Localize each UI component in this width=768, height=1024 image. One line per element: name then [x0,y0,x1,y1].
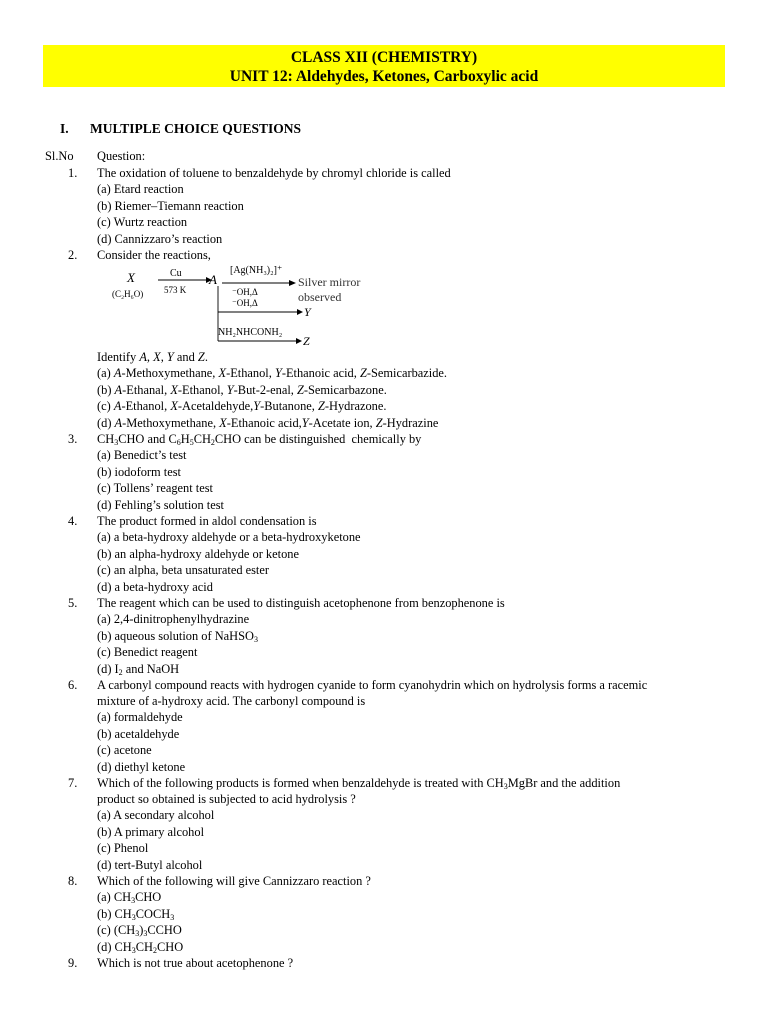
diagram-semicarbazide: NH₂NHCONH₂ [218,327,283,338]
arrow-head [289,280,296,286]
diagram-temp: 573 K [164,285,187,295]
diagram-result: Silver mirror [298,275,361,289]
arrow-head [297,309,303,315]
diagram-oh-2: ⁻OH,Δ [232,298,258,308]
question-number: 6. [68,678,78,692]
class-title: CLASS XII (CHEMISTRY) [290,49,478,66]
question-header: Question: [97,149,146,163]
section-heading [60,121,301,137]
question-number: 2. [68,248,78,262]
question-text: Which is not true about acetophenone ? [97,956,294,970]
diagram-cu: Cu [170,268,182,279]
diagram-x: X [127,270,135,285]
question-text: Which of the following will give Cannizzaro reaction ? [97,874,371,888]
question-text: $CH_3CHO$ and $C_6H_5CH_2CHO$ can be distinguished chemically by [97,432,422,447]
title-banner [43,45,725,87]
unit-title: UNIT 12: Aldehydes, Ketones, Carboxylic acid [229,68,539,85]
section-title: MULTIPLE CHOICE QUESTIONS [90,121,302,136]
diagram-result-2: observed [298,290,342,304]
question-text: A carbonyl compound reacts with hydrogen cyanide to form cyanohydrin which on hydrolysis forms a racemic [97,678,648,692]
question-text: The product formed in aldol condensation is [97,514,317,528]
identify-label: Identify [97,350,137,364]
question-number: 9. [68,956,78,970]
question-number: 7. [68,776,78,790]
reaction-scheme-diagram [100,263,400,353]
question-number: 3. [68,432,78,446]
diagram-z: Z [303,334,310,348]
sno-header: Sl.No [45,149,74,163]
question-text: Consider the reactions, [97,248,211,262]
question-number: 8. [68,874,78,888]
diagram-oh-1: ⁻OH,Δ [232,287,258,297]
question-number: 5. [68,596,78,610]
question-number: 1. [68,166,78,180]
question-text: Which of the following products is formed when benzaldehyde is treated with $CH_3MgBr$ and the addition [97,776,621,791]
diagram-a: A [209,272,217,287]
question-text: The oxidation of toluene to benzaldehyde by chromyl chloride is called [97,166,451,180]
diagram-x-formula: (C₂H₆O) [112,289,144,299]
question-number: 4. [68,514,78,528]
arrow-head [296,338,302,344]
diagram-y: Y [304,305,311,319]
diagram-tollens: [Ag(NH₃)₂]⁺ [230,265,283,276]
question-text: The reagent which can be used to distinguish acetophenone from benzophenone is [97,596,505,610]
section-number: I. [60,121,69,136]
